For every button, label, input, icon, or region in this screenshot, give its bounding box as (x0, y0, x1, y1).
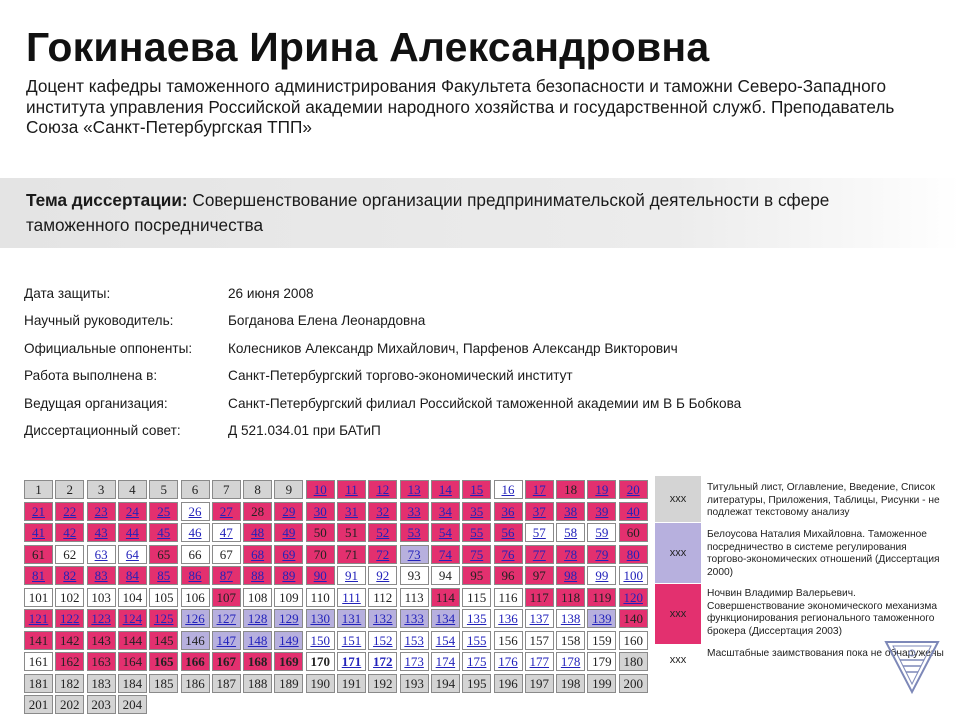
page-cell: 70 (306, 545, 335, 564)
info-label: Официальные оппоненты: (24, 340, 193, 356)
page-cell: 167 (212, 652, 241, 671)
page-cell[interactable]: 22 (55, 502, 84, 521)
page-cell[interactable]: 26 (181, 502, 210, 521)
page-cell[interactable]: 134 (431, 609, 460, 628)
page-cell[interactable]: 131 (337, 609, 366, 628)
page-cell: 3 (87, 480, 116, 499)
page-cell[interactable]: 127 (212, 609, 241, 628)
page-cell: 188 (243, 674, 272, 693)
page-cell: 66 (181, 545, 210, 564)
page-cell: 112 (368, 588, 397, 607)
page-cell: 109 (274, 588, 303, 607)
page-cell[interactable]: 45 (149, 523, 178, 542)
page-cell[interactable]: 74 (431, 545, 460, 564)
legend-swatch-nochvin: xxx (655, 584, 701, 644)
page-cell[interactable]: 35 (462, 502, 491, 521)
page-cell[interactable]: 73 (400, 545, 429, 564)
page-cell: 1 (24, 480, 53, 499)
page-cell[interactable]: 120 (619, 588, 648, 607)
page-cell[interactable]: 111 (337, 588, 366, 607)
page-cell[interactable]: 17 (525, 480, 554, 499)
page-cell[interactable]: 176 (494, 652, 523, 671)
page-cell: 165 (149, 652, 178, 671)
page-cell[interactable]: 77 (525, 545, 554, 564)
page-cell[interactable]: 88 (243, 566, 272, 585)
page-cell[interactable]: 87 (212, 566, 241, 585)
page-cell[interactable]: 32 (368, 502, 397, 521)
page-cell: 95 (462, 566, 491, 585)
page-cell: 117 (525, 588, 554, 607)
page-cell[interactable]: 126 (181, 609, 210, 628)
page-cell[interactable]: 20 (619, 480, 648, 499)
page-cell[interactable]: 55 (462, 523, 491, 542)
page-cell: 2 (55, 480, 84, 499)
page-cell[interactable]: 135 (462, 609, 491, 628)
page-cell: 192 (368, 674, 397, 693)
page-cell: 113 (400, 588, 429, 607)
page-cell: 144 (118, 631, 147, 650)
page-cell: 50 (306, 523, 335, 542)
page-cell[interactable]: 76 (494, 545, 523, 564)
page-cell[interactable]: 84 (118, 566, 147, 585)
page-cell: 114 (431, 588, 460, 607)
dissertation-theme (26, 188, 866, 238)
page-cell[interactable]: 171 (337, 652, 366, 671)
page-cell: 140 (619, 609, 648, 628)
info-row-institution (24, 368, 924, 395)
page-cell[interactable]: 19 (587, 480, 616, 499)
info-value: Богданова Елена Леонардовна (228, 313, 426, 329)
page-cell: 184 (118, 674, 147, 693)
page-cell: 96 (494, 566, 523, 585)
page-cell[interactable]: 136 (494, 609, 523, 628)
page-cell: 110 (306, 588, 335, 607)
page-cell: 105 (149, 588, 178, 607)
page-cell[interactable]: 23 (87, 502, 116, 521)
legend-text-nochvin: Ночвин Владимир Валерьевич. Совершенствование экономического механизма функционирования регионального таможенного брокера (Диссертация 2003) (707, 588, 938, 637)
page-cell: 204 (118, 695, 147, 714)
page-cell: 18 (556, 480, 585, 499)
page-cell[interactable]: 39 (587, 502, 616, 521)
page-cell: 119 (587, 588, 616, 607)
page-cell[interactable]: 85 (149, 566, 178, 585)
page-cell: 191 (337, 674, 366, 693)
page-cell: 189 (274, 674, 303, 693)
page-cell[interactable]: 130 (306, 609, 335, 628)
page-cell: 107 (212, 588, 241, 607)
legend-swatch-clean: xxx (655, 646, 701, 674)
page-cell[interactable]: 173 (400, 652, 429, 671)
page-cell[interactable]: 46 (181, 523, 210, 542)
page-cell: 141 (24, 631, 53, 650)
page-cell: 103 (87, 588, 116, 607)
page-cell[interactable]: 147 (212, 631, 241, 650)
info-row-opponents (24, 341, 924, 368)
page-cell[interactable]: 98 (556, 566, 585, 585)
page-cell: 145 (149, 631, 178, 650)
page-cell[interactable]: 47 (212, 523, 241, 542)
page-cell[interactable]: 83 (87, 566, 116, 585)
page-cell: 157 (525, 631, 554, 650)
page-cell: 97 (525, 566, 554, 585)
info-value: Санкт-Петербургский торгово-экономический институт (228, 368, 573, 384)
page-cell: 62 (55, 545, 84, 564)
page-cell[interactable]: 99 (587, 566, 616, 585)
page-cell[interactable]: 138 (556, 609, 585, 628)
page-cell: 143 (87, 631, 116, 650)
page-cell[interactable]: 125 (149, 609, 178, 628)
page-cell: 194 (431, 674, 460, 693)
person-name: Гокинаева Ирина Александровна (26, 24, 710, 70)
legend-text-excluded: Титульный лист, Оглавление, Введение, Список литературы, Приложения, Таблицы, Рисунки - не подлежат текстовому анализу (707, 482, 940, 519)
page-cell: 51 (337, 523, 366, 542)
page-cell[interactable]: 44 (118, 523, 147, 542)
page-cell[interactable]: 124 (118, 609, 147, 628)
page-cell[interactable]: 25 (149, 502, 178, 521)
info-row-supervisor (24, 313, 924, 340)
person-position: Доцент кафедры таможенного администрирования Факультета безопасности и таможни Северо-Западного института управления Российской академии народного хозяйства и государственной служб. Преподаватель Союза «Санкт-Петербургская ТПП» (26, 76, 895, 137)
page-cell: 199 (587, 674, 616, 693)
page-cell[interactable]: 178 (556, 652, 585, 671)
page-cell: 156 (494, 631, 523, 650)
page-cell[interactable]: 148 (243, 631, 272, 650)
page-cell[interactable]: 36 (494, 502, 523, 521)
page-cell: 179 (587, 652, 616, 671)
page-cell[interactable]: 151 (337, 631, 366, 650)
page-cell[interactable]: 30 (306, 502, 335, 521)
page-cell[interactable]: 43 (87, 523, 116, 542)
page-cell[interactable]: 15 (462, 480, 491, 499)
page-cell[interactable]: 54 (431, 523, 460, 542)
page-cell[interactable]: 64 (118, 545, 147, 564)
page-cell: 183 (87, 674, 116, 693)
page-cell[interactable]: 150 (306, 631, 335, 650)
legend-swatch-excluded: xxx (655, 476, 701, 522)
info-row-leading-org (24, 396, 924, 423)
page-cell: 166 (181, 652, 210, 671)
page-cell[interactable]: 155 (462, 631, 491, 650)
page-cell[interactable]: 10 (306, 480, 335, 499)
page-cell[interactable]: 75 (462, 545, 491, 564)
page-cell[interactable]: 122 (55, 609, 84, 628)
page-cell[interactable]: 16 (494, 480, 523, 499)
page-cell: 162 (55, 652, 84, 671)
page-cell: 60 (619, 523, 648, 542)
info-label: Дата защиты: (24, 286, 111, 301)
page-cell[interactable]: 14 (431, 480, 460, 499)
page-cell[interactable]: 174 (431, 652, 460, 671)
page-cell[interactable]: 129 (274, 609, 303, 628)
page-cell[interactable]: 21 (24, 502, 53, 521)
page-cell: 101 (24, 588, 53, 607)
info-value: 26 июня 2008 (228, 286, 314, 301)
page-cell[interactable]: 153 (400, 631, 429, 650)
page-cell: 142 (55, 631, 84, 650)
page-cell: 5 (149, 480, 178, 499)
university-stamp-icon (882, 636, 942, 696)
page-cell: 116 (494, 588, 523, 607)
info-value: Д 521.034.01 при БАТиП (228, 422, 381, 438)
page-cell[interactable]: 56 (494, 523, 523, 542)
page-cell[interactable]: 24 (118, 502, 147, 521)
page-cell: 201 (24, 695, 53, 714)
page-cell: 186 (181, 674, 210, 693)
page-cell: 181 (24, 674, 53, 693)
page-cell: 164 (118, 652, 147, 671)
page-cell[interactable]: 34 (431, 502, 460, 521)
page-cell[interactable]: 41 (24, 523, 53, 542)
page-cell[interactable]: 38 (556, 502, 585, 521)
page-cell: 170 (306, 652, 335, 671)
page-cell[interactable]: 40 (619, 502, 648, 521)
page-cell[interactable]: 149 (274, 631, 303, 650)
info-row-defense-date (24, 286, 924, 313)
info-row-council (24, 423, 924, 450)
page-cell[interactable]: 79 (587, 545, 616, 564)
info-label: Ведущая организация: (24, 395, 168, 411)
page-cell[interactable]: 48 (243, 523, 272, 542)
page-cell[interactable]: 128 (243, 609, 272, 628)
page-cell: 4 (118, 480, 147, 499)
info-label: Диссертационный совет: (24, 422, 181, 438)
legend-text-clean: Масштабные заимствования пока не обнаружены (707, 648, 944, 659)
page-cell: 94 (431, 566, 460, 585)
page-cell[interactable]: 53 (400, 523, 429, 542)
page-cell: 108 (243, 588, 272, 607)
page-cell[interactable]: 137 (525, 609, 554, 628)
page-cell[interactable]: 80 (619, 545, 648, 564)
page-cell: 200 (619, 674, 648, 693)
page-cell: 61 (24, 545, 53, 564)
page-cell[interactable]: 31 (337, 502, 366, 521)
page-cell: 118 (556, 588, 585, 607)
page-cell: 9 (274, 480, 303, 499)
page-cell: 168 (243, 652, 272, 671)
page-cell: 185 (149, 674, 178, 693)
page-cell: 169 (274, 652, 303, 671)
legend-text-belousova: Белоусова Наталия Михайловна. Таможенное посредничество в системе регулирования торгово-экономических отношений (Диссертация 2000) (707, 529, 940, 578)
page-cell[interactable]: 72 (368, 545, 397, 564)
page-cell[interactable]: 132 (368, 609, 397, 628)
page-cell[interactable]: 152 (368, 631, 397, 650)
page-cell: 190 (306, 674, 335, 693)
page-cell: 102 (55, 588, 84, 607)
page-cell: 203 (87, 695, 116, 714)
theme-title: Совершенствование организации предпринимательской деятельности в сфере таможенного посредничества (26, 190, 830, 235)
page-grid (24, 480, 649, 712)
page-cell: 28 (243, 502, 272, 521)
page-cell[interactable]: 33 (400, 502, 429, 521)
page-cell[interactable]: 42 (55, 523, 84, 542)
page-cell[interactable]: 177 (525, 652, 554, 671)
page-cell[interactable]: 92 (368, 566, 397, 585)
page-cell[interactable]: 52 (368, 523, 397, 542)
page-cell: 196 (494, 674, 523, 693)
page-cell: 115 (462, 588, 491, 607)
page-cell: 65 (149, 545, 178, 564)
page-cell[interactable]: 68 (243, 545, 272, 564)
page-cell: 93 (400, 566, 429, 585)
page-cell[interactable]: 133 (400, 609, 429, 628)
page-cell[interactable]: 12 (368, 480, 397, 499)
page-cell: 163 (87, 652, 116, 671)
page-cell: 160 (619, 631, 648, 650)
page-cell[interactable]: 37 (525, 502, 554, 521)
page-cell[interactable]: 175 (462, 652, 491, 671)
page-cell: 197 (525, 674, 554, 693)
page-cell[interactable]: 82 (55, 566, 84, 585)
page-cell[interactable]: 154 (431, 631, 460, 650)
page-cell: 198 (556, 674, 585, 693)
page-cell[interactable]: 69 (274, 545, 303, 564)
page-cell: 104 (118, 588, 147, 607)
info-label: Научный руководитель: (24, 313, 174, 329)
page-cell[interactable]: 63 (87, 545, 116, 564)
page-cell[interactable]: 121 (24, 609, 53, 628)
legend-swatch-belousova: xxx (655, 523, 701, 583)
page-cell: 180 (619, 652, 648, 671)
page-cell: 71 (337, 545, 366, 564)
page-cell: 187 (212, 674, 241, 693)
page-cell: 202 (55, 695, 84, 714)
info-value: Колесников Александр Михайлович, Парфенов Александр Викторович (228, 340, 678, 356)
page-cell: 146 (181, 631, 210, 650)
page-cell: 161 (24, 652, 53, 671)
theme-label: Тема диссертации: (26, 190, 188, 210)
page-cell: 193 (400, 674, 429, 693)
page-cell[interactable]: 89 (274, 566, 303, 585)
info-value: Санкт-Петербургский филиал Российской таможенной академии им В Б Бобкова (228, 395, 742, 411)
dissertation-info (24, 286, 924, 450)
page-cell: 67 (212, 545, 241, 564)
page-cell[interactable]: 123 (87, 609, 116, 628)
page-cell[interactable]: 172 (368, 652, 397, 671)
page-cell[interactable]: 91 (337, 566, 366, 585)
info-label: Работа выполнена в: (24, 368, 158, 384)
page-cell[interactable]: 59 (587, 523, 616, 542)
page-cell[interactable]: 49 (274, 523, 303, 542)
page-cell[interactable]: 100 (619, 566, 648, 585)
page-cell[interactable]: 27 (212, 502, 241, 521)
page-cell: 8 (243, 480, 272, 499)
page-cell: 182 (55, 674, 84, 693)
page-cell[interactable]: 78 (556, 545, 585, 564)
page-cell[interactable]: 58 (556, 523, 585, 542)
page-cell[interactable]: 11 (337, 480, 366, 499)
page-cell[interactable]: 86 (181, 566, 210, 585)
page-cell: 195 (462, 674, 491, 693)
page-cell: 6 (181, 480, 210, 499)
page-cell[interactable]: 90 (306, 566, 335, 585)
page-cell[interactable]: 81 (24, 566, 53, 585)
page-cell: 158 (556, 631, 585, 650)
page-cell[interactable]: 57 (525, 523, 554, 542)
page-cell[interactable]: 139 (587, 609, 616, 628)
page-cell[interactable]: 29 (274, 502, 303, 521)
page-cell: 7 (212, 480, 241, 499)
page-cell: 106 (181, 588, 210, 607)
page-cell: 159 (587, 631, 616, 650)
page-cell[interactable]: 13 (400, 480, 429, 499)
